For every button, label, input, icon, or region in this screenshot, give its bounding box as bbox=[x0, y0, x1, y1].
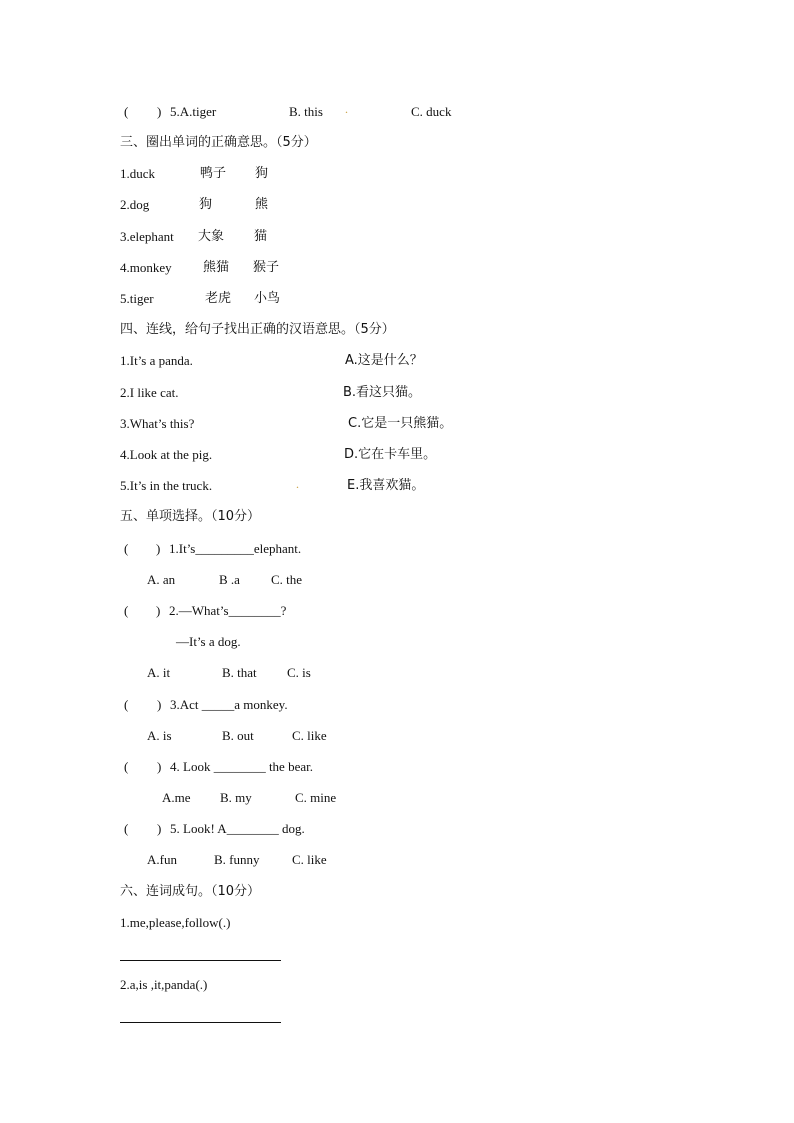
section6-title: 六、连词成句。（10分） bbox=[120, 884, 261, 899]
section3-option-1[interactable]: 老虎 bbox=[205, 291, 232, 306]
answer-paren-close: ) bbox=[156, 541, 161, 556]
section4-chinese-meaning[interactable]: C.它是一只熊猫。 bbox=[348, 416, 453, 431]
section3-word: 4.monkey bbox=[120, 260, 172, 275]
section4-chinese-meaning[interactable]: B.看这只猫。 bbox=[343, 385, 422, 400]
section4-english-sentence[interactable]: 1.It’s a panda. bbox=[120, 353, 193, 368]
scrambled-words: 2.a,is ,it,panda(.) bbox=[120, 977, 208, 992]
section3-option-1[interactable]: 鸭子 bbox=[200, 166, 227, 181]
section5-title: 五、单项选择。（10分） bbox=[120, 509, 261, 524]
decorative-dot: . bbox=[345, 102, 348, 116]
section4-chinese-meaning[interactable]: A.这是什么？ bbox=[345, 353, 423, 368]
section4-chinese-meaning[interactable]: D.它在卡车里。 bbox=[344, 447, 437, 462]
question-stem: 1.It’s_________elephant. bbox=[169, 541, 302, 556]
choice-c[interactable]: C. is bbox=[287, 665, 311, 680]
section3-option-1[interactable]: 熊猫 bbox=[203, 260, 230, 275]
answer-line[interactable] bbox=[120, 1022, 281, 1023]
answer-paren-close: ) bbox=[156, 603, 161, 618]
section3-option-2[interactable]: 猴子 bbox=[253, 260, 280, 275]
section3-word: 1.duck bbox=[120, 166, 156, 181]
section4-english-sentence[interactable]: 3.What’s this? bbox=[120, 416, 195, 431]
question-stem: 2.—What’s________? bbox=[169, 603, 287, 618]
section3-title: 三、圈出单词的正确意思。（5分） bbox=[120, 135, 317, 150]
choice-a[interactable]: A.me bbox=[162, 790, 191, 805]
answer-paren-close: ) bbox=[157, 759, 162, 774]
scrambled-words: 1.me,please,follow(.) bbox=[120, 915, 231, 930]
q2-5-option-b: B. this bbox=[289, 104, 323, 119]
choice-a[interactable]: A. an bbox=[147, 572, 176, 587]
section4-english-sentence[interactable]: 2.I like cat. bbox=[120, 385, 179, 400]
answer-paren-open: ( bbox=[124, 541, 129, 556]
choice-c[interactable]: C. the bbox=[271, 572, 303, 587]
section4-title: 四、连线，给句子找出正确的汉语意思。（5分） bbox=[120, 322, 395, 337]
question-stem: 4. Look ________ the bear. bbox=[170, 759, 313, 774]
choice-b[interactable]: B. my bbox=[220, 790, 252, 805]
answer-paren-open: ( bbox=[124, 759, 129, 774]
choice-a[interactable]: A. it bbox=[147, 665, 171, 680]
answer-paren-open: ( bbox=[124, 104, 129, 119]
section3-word: 5.tiger bbox=[120, 291, 154, 306]
choice-b[interactable]: B. that bbox=[222, 665, 257, 680]
section3-word: 3.elephant bbox=[120, 229, 174, 244]
choice-c[interactable]: C. like bbox=[292, 852, 327, 867]
section4-english-sentence[interactable]: 4.Look at the pig. bbox=[120, 447, 213, 462]
section4-english-sentence[interactable]: 5.It’s in the truck. bbox=[120, 478, 213, 493]
choice-a[interactable]: A. is bbox=[147, 728, 172, 743]
choice-c[interactable]: C. mine bbox=[295, 790, 337, 805]
section4-chinese-meaning[interactable]: E.我喜欢猫。 bbox=[347, 478, 425, 493]
question-stem: 3.Act _____a monkey. bbox=[170, 697, 288, 712]
q2-5-option-a: 5.A.tiger bbox=[170, 104, 217, 119]
q2-5-option-c: C. duck bbox=[411, 104, 452, 119]
answer-paren-open: ( bbox=[124, 603, 129, 618]
answer-paren-open: ( bbox=[124, 697, 129, 712]
answer-paren-close: ) bbox=[157, 821, 162, 836]
section3-option-2[interactable]: 小鸟 bbox=[254, 291, 281, 306]
question-stem-reply: —It’s a dog. bbox=[176, 634, 241, 649]
answer-paren-close: ) bbox=[157, 104, 162, 119]
choice-b[interactable]: B. out bbox=[222, 728, 254, 743]
section3-option-2[interactable]: 熊 bbox=[255, 197, 269, 212]
section3-option-1[interactable]: 大象 bbox=[198, 229, 225, 244]
choice-c[interactable]: C. like bbox=[292, 728, 327, 743]
decorative-dot: . bbox=[296, 477, 299, 491]
section3-option-1[interactable]: 狗 bbox=[199, 197, 213, 212]
answer-paren-open: ( bbox=[124, 821, 129, 836]
section3-word: 2.dog bbox=[120, 197, 150, 212]
answer-paren-close: ) bbox=[157, 697, 162, 712]
choice-b[interactable]: B. funny bbox=[214, 852, 260, 867]
section3-option-2[interactable]: 猫 bbox=[254, 229, 268, 244]
answer-line[interactable] bbox=[120, 960, 281, 961]
choice-b[interactable]: B .a bbox=[219, 572, 240, 587]
question-stem: 5. Look! A________ dog. bbox=[170, 821, 305, 836]
section3-option-2[interactable]: 狗 bbox=[255, 166, 269, 181]
choice-a[interactable]: A.fun bbox=[147, 852, 177, 867]
